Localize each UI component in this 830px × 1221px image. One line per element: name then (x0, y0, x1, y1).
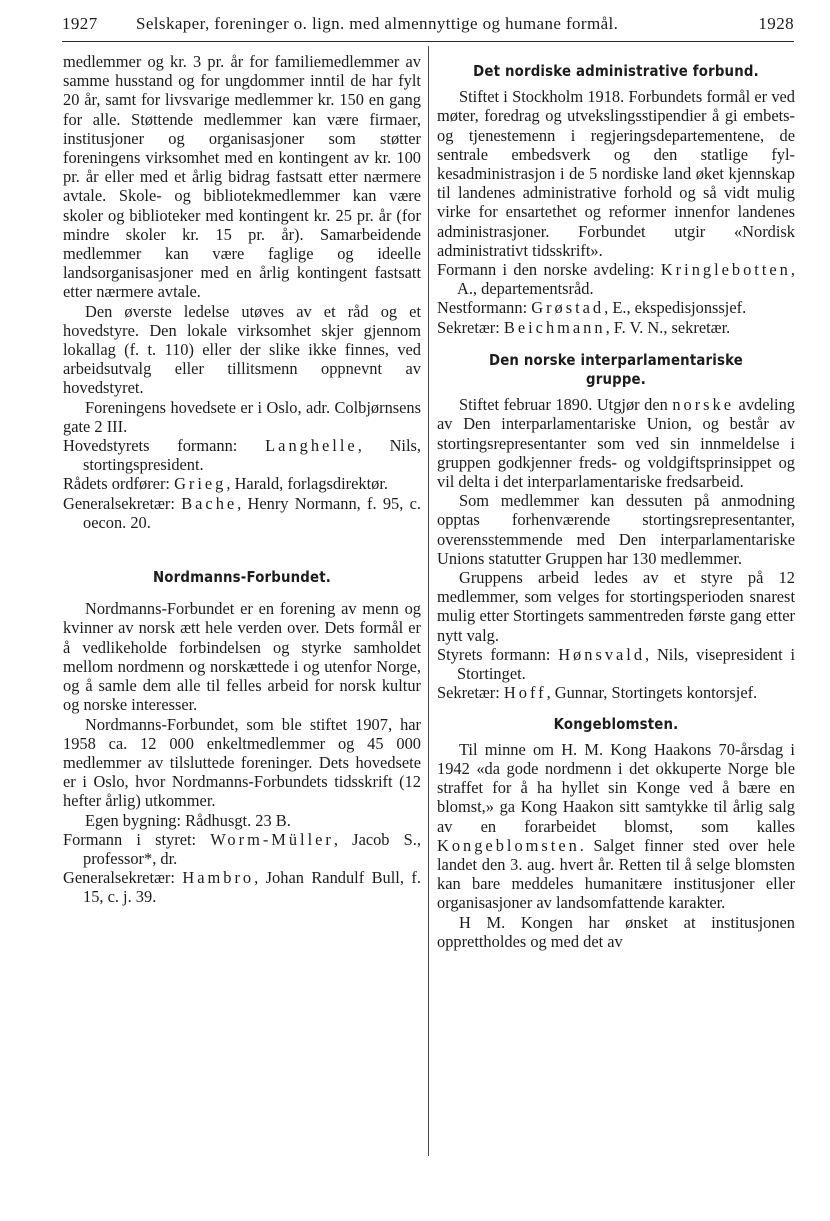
nf-secretary-name: Hambro (182, 868, 255, 888)
nf-purpose-paragraph: Nordmanns-Forbundet er en forening av menn og kvinner av norsk ætt hele verden over. Dets formål er å vedlikeholde forbindelsen og styrke samholdet mellom nordmenn og norskættede i og utenfor Norge, og å samle dem alle til felles arbeid for norsk kultur og norske interesser. (63, 599, 421, 715)
ipg-founding-text: Stiftet februar 1890. Utgjør den (459, 395, 673, 415)
page-number-left: 1927 (62, 14, 98, 33)
running-header (62, 12, 794, 36)
general-secretary-details: , Henry Normann, f. 95, c. oecon. 20. (83, 493, 421, 532)
general-secretary-label: Generalsekretær: (63, 493, 182, 513)
nf-secretary-details: , Johan Randulf Bull, f. 15, c. j. 39. (83, 868, 421, 907)
governance-paragraph: Den øverste ledelse utøves av et råd og et hovedstyre. Den lokale virksomhet skjer gjennom lokallag (f. t. 110) eller der slike ikke finnes, ved arbeidsutvalg eller tillitsmenn oppnevnt av hovedstyret. (63, 301, 421, 398)
council-chair-name: Grieg (174, 474, 227, 494)
nf-secretary-label: Generalsekretær: (63, 868, 183, 888)
dna-chair-entry (437, 260, 795, 298)
header-rule (62, 41, 794, 42)
nf-chair-entry (63, 830, 421, 868)
dna-secretary-entry (437, 318, 795, 337)
kb-continuation-paragraph: H M. Kongen har ønsket at institusjonen opprettholdes og med det av (437, 912, 795, 951)
dna-chair-name: Kringlebotten (660, 260, 791, 280)
section-spacer (63, 532, 421, 568)
council-chair-label: Rådets ordfører: (63, 474, 175, 494)
left-column (63, 52, 421, 907)
page-number-right: 1928 (758, 14, 794, 33)
headquarters-paragraph: Foreningens hovedsete er i Oslo, adr. Colbjørnsens gate 2 III. (63, 397, 421, 436)
ipg-secretary-entry (437, 683, 795, 702)
ipg-secretary-name: Hoff (503, 683, 547, 703)
council-chair-entry (63, 474, 421, 493)
ipg-board-paragraph: Gruppens arbeid ledes av et styre på 12 medlemmer, som velges for stortingsperioden snarest mulig etter Stortingets sammentreden første gang etter nytt valg. (437, 568, 795, 645)
ipg-secretary-label: Sekretær: (437, 683, 504, 703)
dna-secretary-name: Beichmann (503, 317, 606, 337)
dna-chair-label: Formann i den norske avdeling: (437, 260, 661, 280)
ipg-founding-rest: avdeling av Den interparlamentariske Union, og består av stortingsrepresentanter som ved sin innmeldelse i gruppen godkjenner freds- og voldgiftsprinsippet og vil delta i det interparlamentariske fredsarbeid. (437, 395, 795, 492)
dna-paragraph: Stiftet i Stockholm 1918. Forbundets formål er ved møter, foredrag og utvekslingsstipendier å gi embets- og tjenestemenn i regjeringsdepartementene, de sentrale embedsverk og den statlige fylkesadministrasjon i de 5 nordiske land øket kjennskap til landenes administrative forhold og så vidt mulig virke for ensartethet og reformer innenfor landenes administrasjoner. Forbundet utgir «Nordisk administrativt tidsskrift». (437, 87, 795, 260)
section-heading-nordmanns-forbundet: Nordmanns-Forbundet. (152, 568, 332, 587)
nf-chair-name: Worm-Müller (210, 829, 334, 849)
kb-text-rest: . Salget finner sted over hele landet den 3. aug. hvert år. Retten til å selge blomsten kan bare meddeles humanitære institusjoner eller organisasjoner av landsomfattende karakter. (437, 835, 795, 913)
nf-secretary-entry (63, 868, 421, 906)
nf-building-entry: Egen bygning: Rådhusgt. 23 B. (85, 810, 291, 830)
kb-paragraph (437, 740, 795, 913)
section-heading-nordic-administrative: Det nordiske administrative forbund. (473, 62, 759, 80)
board-chair-details: , Nils, stortingspresident. (83, 436, 421, 475)
nf-chair-details: , Jacob S., professor*, dr. (83, 829, 421, 868)
ipg-membership-paragraph: Som medlemmer kan dessuten på anmodning opptas forhenværende stortingsrepresentanter, overensstemmende med Den interparlamentariske Unions statutter Gruppen har 130 medlemmer. (437, 491, 795, 568)
general-secretary-name: Bache (181, 493, 238, 513)
board-chair-entry (63, 436, 421, 474)
section-spacer (63, 587, 421, 599)
section-heading-kongeblomsten: Kongeblomsten. (553, 714, 679, 733)
general-secretary-entry (63, 494, 421, 532)
kb-text: Til minne om H. M. Kong Haakons 70-årsdag i 1942 «da gode nordmenn i det okkuperte Norge ble straffet for å ha hyllet sin Konge ved å bære en blomst,» ga Kong Haakon sitt samtykke til årlig salg av en forarbeidet blomst, som kalles (437, 739, 795, 836)
ipg-chair-label: Styrets formann: (437, 644, 559, 664)
ipg-secretary-details: , Gunnar, Stortingets kontorsjef. (546, 683, 758, 703)
membership-paragraph: medlemmer og kr. 3 pr. år for familiemedlemmer av samme husstand og for ungdommer inntil de har fylt 20 år, samt for livsvarige medlemmer kr. 150 en gang for alle. Støttende medlemmer kan være firmaer, institusjoner og organisasjoner som støtter foreningens virksomhet med en kontingent av kr. 100 pr. år eller med et årlig bidrag fastsatt etter nærmere avtale. Skole- og bibliotekmedlemmer kan være skoler og biblioteker med kontingent kr. 25 pr. år (for mindre skoler kr. 15 pr. år). Samarbeidende medlemmer kan være faglige og ideelle landsorganisasjoner med en årlig kontingent fastsatt etter nærmere avtale. (63, 52, 421, 302)
council-chair-details: , Harald, forlagsdirektør. (226, 474, 388, 494)
board-chair-name: Langhelle (265, 436, 358, 456)
dna-secretary-label: Sekretær: (437, 317, 504, 337)
nf-chair-label: Formann i styret: (63, 829, 211, 849)
kb-name-spaced: Kongeblomsten (437, 835, 580, 855)
dna-vice-chair-label: Nestformann: (437, 298, 532, 318)
dna-chair-details: , A., departementsråd. (457, 260, 795, 299)
dna-vice-chair-entry (437, 298, 795, 317)
right-column (437, 52, 795, 951)
dna-vice-chair-details: , E., ekspedisjonssjef. (604, 298, 747, 318)
ipg-chair-name: Hønsvald (558, 644, 646, 664)
ipg-chair-entry (437, 645, 795, 683)
ipg-norwegian-word: norske (672, 395, 735, 415)
nf-history-paragraph: Nordmanns-Forbundet, som ble stiftet 1907, har 1958 ca. 12 000 enkeltmedlemmer og 45 000 medlemmer av tilsluttede foreninger. Dets hovedsete er i Oslo, hvor Nordmanns-Forbundets tidsskrift (12 hefter årlig) utkommer. (63, 714, 421, 811)
header-title: Selskaper, foreninger o. lign. med almennyttige og humane formål. (136, 14, 619, 33)
board-chair-label: Hovedstyrets formann: (63, 436, 266, 456)
section-heading-interparliamentary-group: Den norske interparlamentariske gruppe. (488, 350, 744, 389)
ipg-founding-paragraph (437, 395, 795, 491)
ipg-chair-details: , Nils, visepresident i Stortinget. (457, 644, 795, 684)
dna-vice-chair-name: Grøstad (531, 298, 605, 318)
dna-secretary-details: , F. V. N., sekretær. (605, 317, 731, 337)
column-divider (428, 46, 429, 1156)
